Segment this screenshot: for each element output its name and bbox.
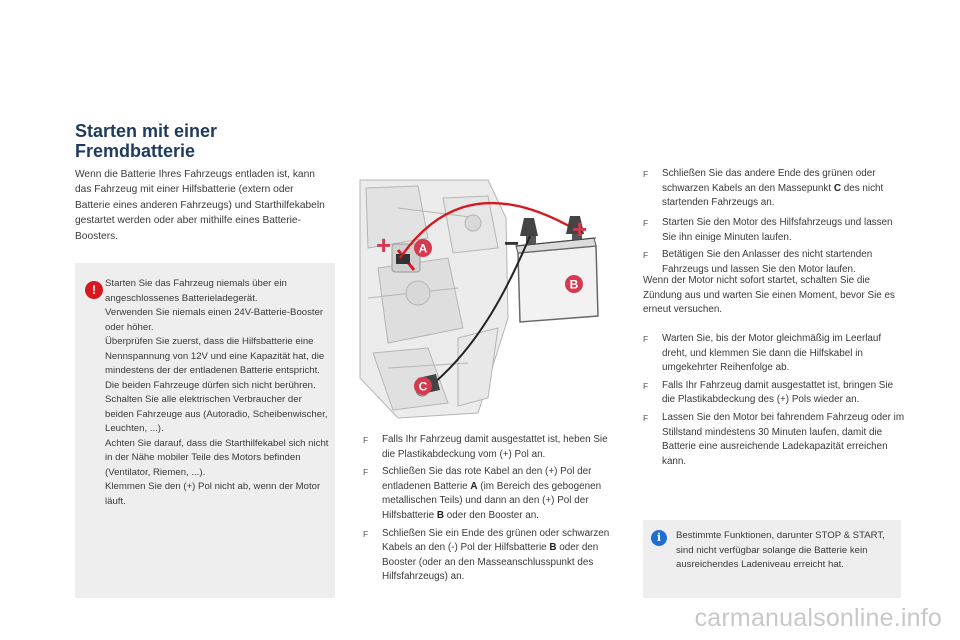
bullet-marker: F xyxy=(643,169,649,179)
list-item xyxy=(643,248,908,277)
steps-right-list-3 xyxy=(643,332,908,472)
list-item xyxy=(363,527,613,585)
step-bold-label: A xyxy=(470,480,478,492)
warning-line: Starten Sie das Fahrzeug niemals über ein angeschlossenes Batterieladegerät. xyxy=(105,278,287,304)
warning-line: Überprüfen Sie zuerst, dass die Hilfsbatterie eine Nennspannung von 12V und eine Kapazität hat, die mindestens der der entladenen Batterie entspricht. xyxy=(105,336,325,376)
list-item xyxy=(643,379,908,408)
bullet-marker: F xyxy=(643,380,649,391)
callout-b xyxy=(565,275,583,293)
warning-line: Die beiden Fahrzeuge dürfen sich nicht berühren. xyxy=(105,379,316,391)
bullet-marker: F xyxy=(363,435,369,445)
step-text: oder den Booster an. xyxy=(444,509,540,521)
plus-symbol-left: + xyxy=(376,230,392,260)
watermark: carmanualsonline.info xyxy=(694,604,942,632)
list-item xyxy=(363,465,613,523)
bullet-marker: F xyxy=(643,218,649,228)
page-title xyxy=(75,121,217,161)
label-b: B xyxy=(569,277,579,292)
step-text: Schließen Sie das andere Ende des grünen oder schwarzen Kabels an den Massepunkt xyxy=(662,168,876,194)
step-text: Betätigen Sie den Anlasser des nicht startenden Fahrzeugs und lassen Sie den Motor laufen. xyxy=(662,249,873,275)
callout-a xyxy=(414,239,432,257)
retry-paragraph: Wenn der Motor nicht sofort startet, schalten Sie die Zündung aus und warten Sie einen Moment, bevor Sie es erneut versuchen. xyxy=(643,275,895,316)
warning-line: Schalten Sie alle elektrischen Verbraucher der beiden Fahrzeuge aus (Autoradio, Scheibenwischer, Leuchten, ...). xyxy=(105,394,328,434)
warning-box xyxy=(75,263,335,598)
warning-text xyxy=(105,277,330,509)
list-item xyxy=(643,216,908,245)
step-text: (im Bereich des gebogenen metallischen Teils) und dann an den (+) Pol der Hilfsbatterie xyxy=(382,480,602,521)
clamp-minus-helper xyxy=(520,218,538,236)
step-text: Schließen Sie das rote Kabel an den (+) Pol der entladenen Batterie xyxy=(382,466,592,492)
steps-middle-list xyxy=(363,433,613,588)
warning-line: Verwenden Sie niemals einen 24V-Batterie-Booster oder höher. xyxy=(105,307,324,333)
steps-right-list-2 xyxy=(643,216,908,280)
callout-c xyxy=(414,377,432,395)
step-text: oder den Booster (oder an den Masseanschlusspunkt des Hilfsfahrzeugs) an. xyxy=(382,542,599,583)
bullet-marker: F xyxy=(643,250,649,261)
list-item xyxy=(643,167,908,211)
helper-battery xyxy=(516,231,598,322)
bullet-marker: F xyxy=(363,467,369,478)
step-text: Falls Ihr Fahrzeug damit ausgestattet ist, heben Sie die Plastikabdeckung vom (+) Pol an. xyxy=(382,434,608,460)
bullet-marker: F xyxy=(643,412,649,423)
step-text: des nicht startenden Fahrzeugs an. xyxy=(662,182,884,209)
warning-line: Achten Sie darauf, dass die Starthilfekabel sich nicht in der Nähe mobiler Teile des Motors befinden (Ventilator, Riemen, ...). xyxy=(105,437,329,478)
list-item xyxy=(363,433,613,462)
step-text: Lassen Sie den Motor bei fahrendem Fahrzeug oder im Stillstand mindestens 30 Minuten laufen, damit die Batterie eine ausreichende Ladekapazität erreichen kann. xyxy=(662,411,905,467)
minus-symbol: − xyxy=(504,228,520,258)
bullet-marker: F xyxy=(363,528,369,539)
info-box xyxy=(643,520,901,598)
page-title-line-1: Starten mit einer xyxy=(75,121,218,141)
info-icon: i xyxy=(651,530,667,546)
steps-right-list-1 xyxy=(643,167,908,214)
list-item xyxy=(643,411,908,469)
list-item xyxy=(643,332,908,376)
page-title-line-2: Fremdbatterie xyxy=(75,141,196,161)
step-text: Schließen Sie ein Ende des grünen oder schwarzen Kabels an den (-) Pol der Hilfsbatterie xyxy=(382,527,610,554)
step-bold-label: B xyxy=(436,509,445,521)
intro-paragraph: Wenn die Batterie Ihres Fahrzeugs entladen ist, kann das Fahrzeug mit einer Hilfsbatterie (extern oder Batterie eines anderen Fahrzeugs) und Starthilfekabeln gestartet werden oder aber mithilfe eines Batterie-Boosters. xyxy=(75,169,325,242)
label-a: A xyxy=(418,241,428,256)
step-text: Warten Sie, bis der Motor gleichmäßig im Leerlauf dreht, und klemmen Sie dann die Hilfskabel in umgekehrter Reihenfolge ab. xyxy=(662,333,882,374)
plus-symbol-right: + xyxy=(572,214,588,244)
step-text: Falls Ihr Fahrzeug damit ausgestattet ist, bringen Sie die Plastikabdeckung des (+) Pols wieder an. xyxy=(662,379,894,406)
step-bold-label: C xyxy=(833,182,841,194)
bullet-marker: F xyxy=(643,334,649,344)
step-bold-label: B xyxy=(549,542,557,554)
step-text: Starten Sie den Motor des Hilfsfahrzeugs und lassen Sie ihn einige Minuten laufen. xyxy=(662,217,893,243)
warning-exclamation-icon: ! xyxy=(85,281,103,299)
label-c: C xyxy=(418,379,428,394)
jump-start-illustration xyxy=(358,178,608,420)
info-text: Bestimmte Funktionen, darunter STOP & START, sind nicht verfügbar solange die Batterie kein ausreichendes Ladeniveau erreicht hat. xyxy=(676,530,885,570)
warning-line: Klemmen Sie den (+) Pol nicht ab, wenn der Motor läuft. xyxy=(105,481,321,507)
